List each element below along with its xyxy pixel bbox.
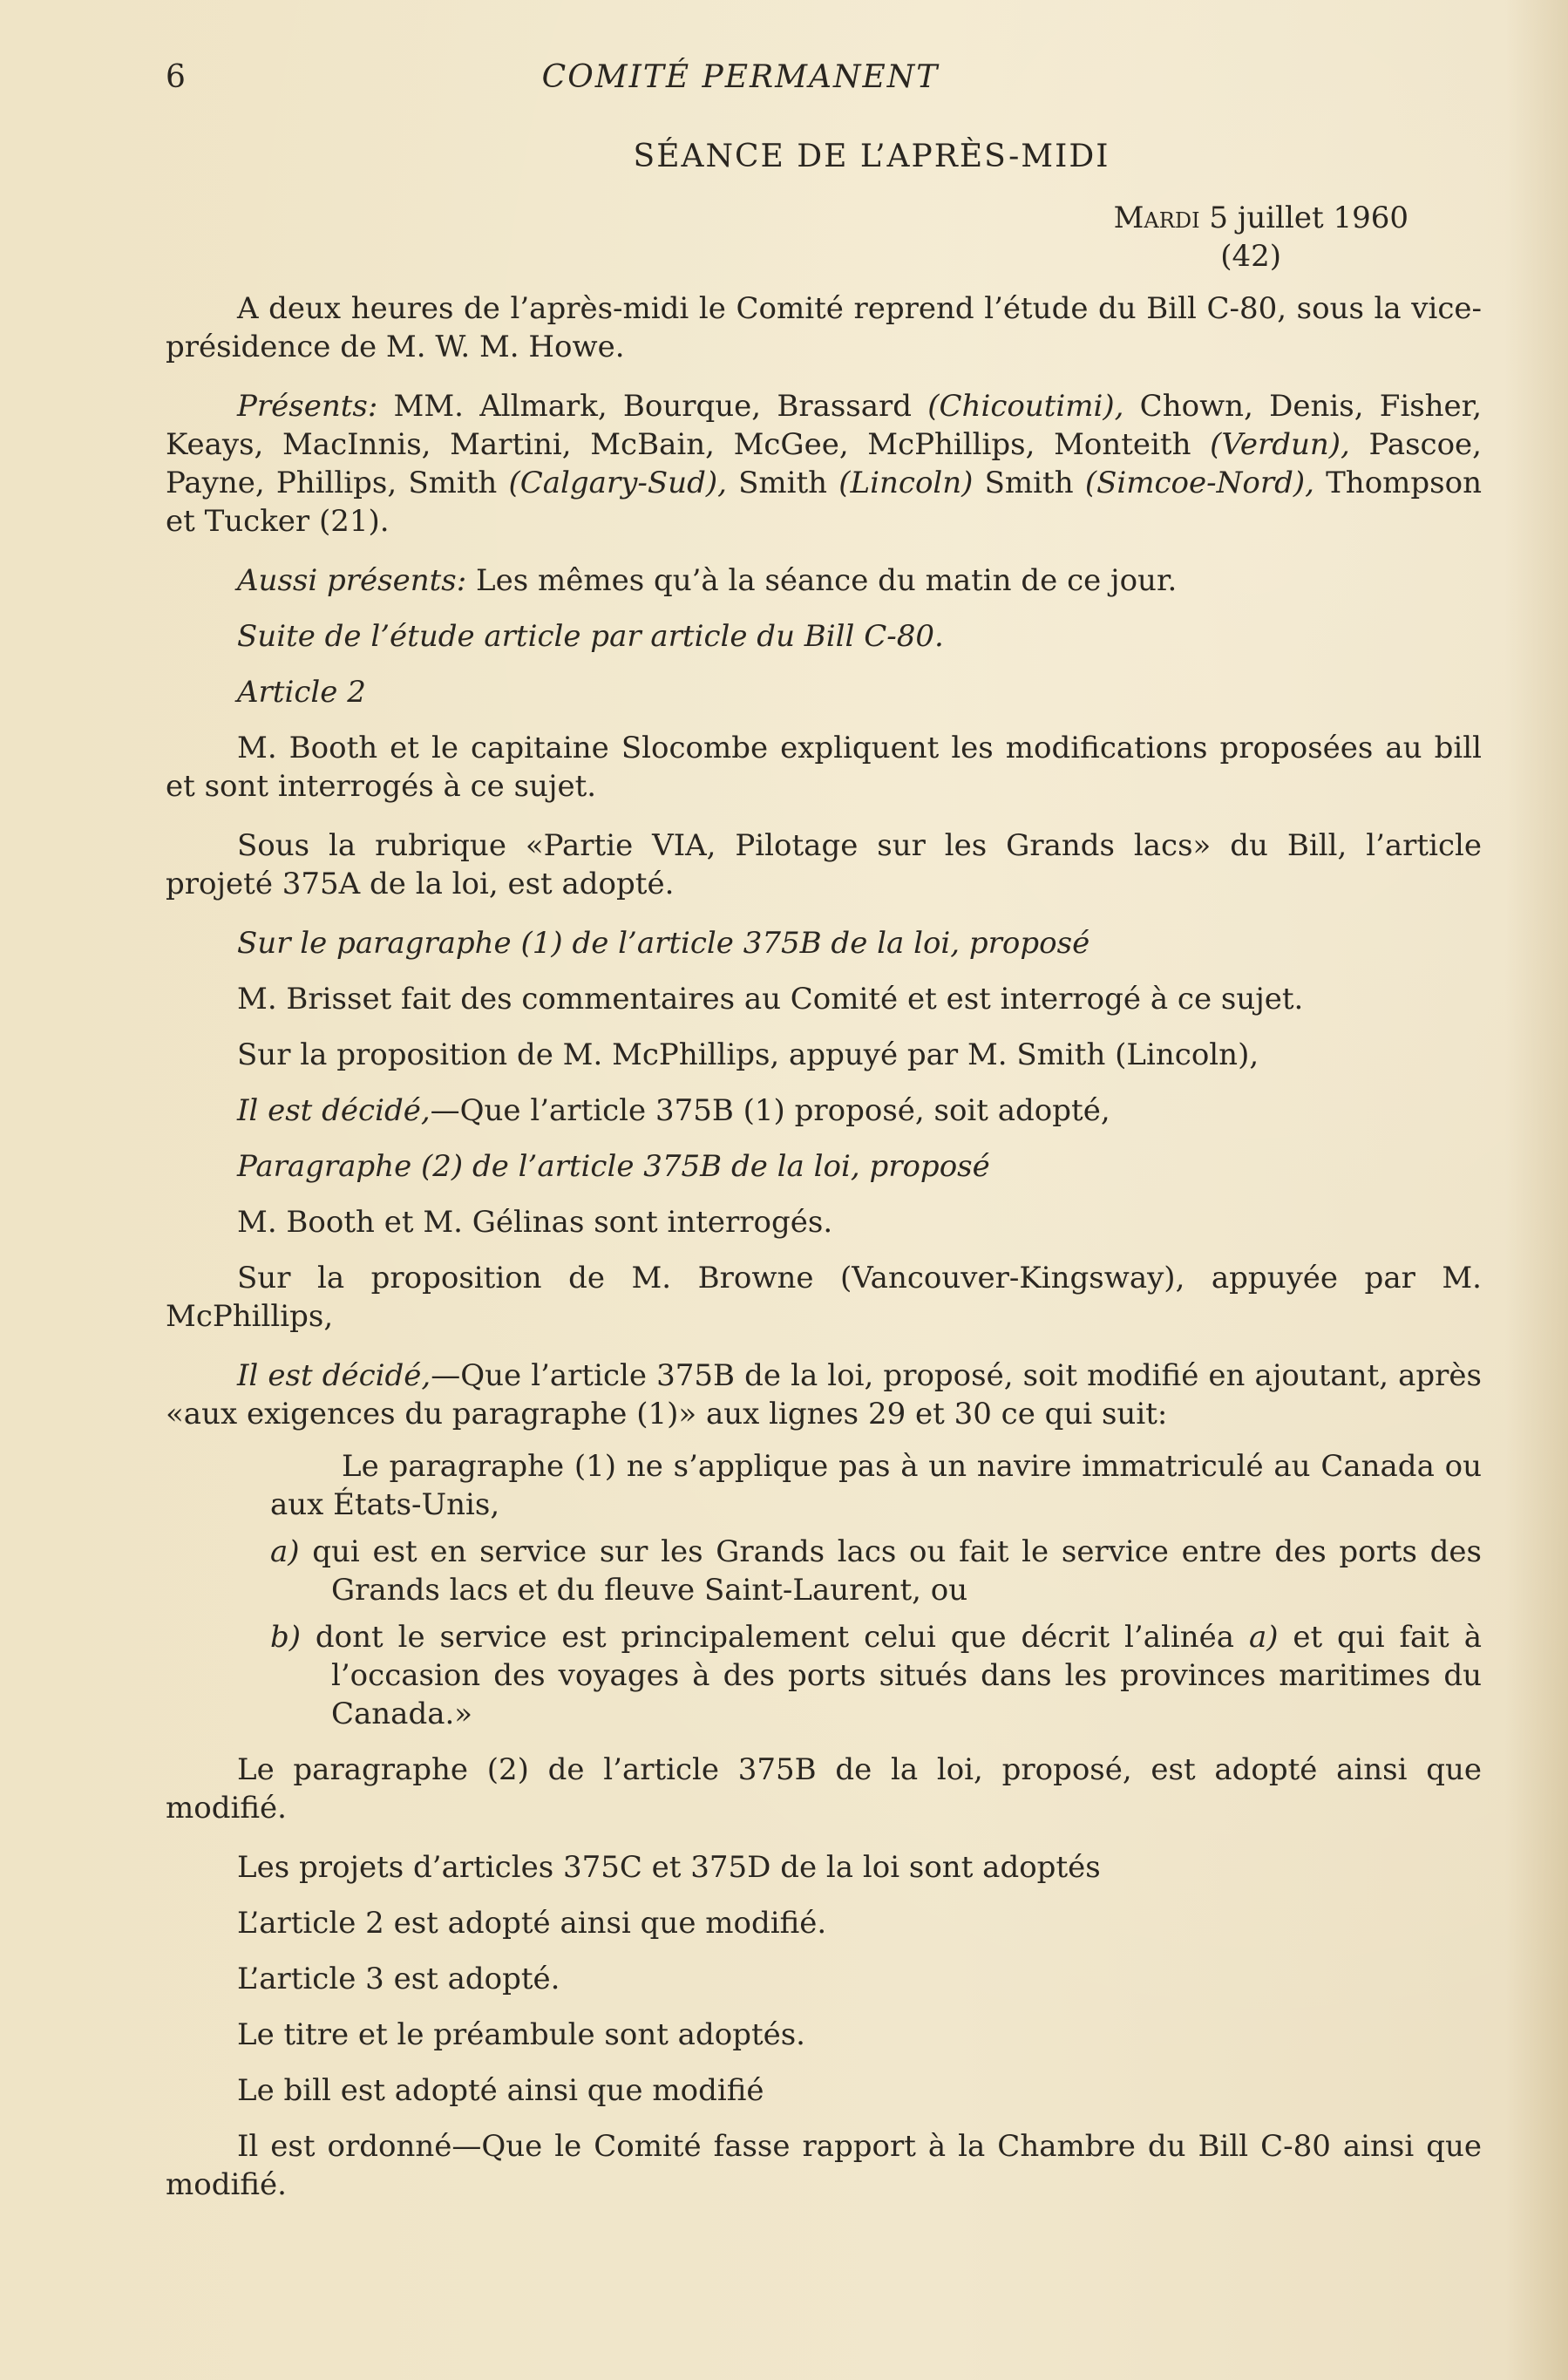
motion-2-paragraph: Sur la proposition de M. Browne (Vancouver-Kingsway), appuyée par M. McPhillips,	[166, 1261, 1482, 1334]
quote-item-b	[270, 1618, 1482, 1733]
running-title: COMITÉ PERMANENT	[541, 59, 940, 95]
booth-gelinas-paragraph: M. Booth et M. Gélinas sont interrogés.	[237, 1205, 833, 1240]
present-text: Thompson et Tucker (21).	[166, 466, 1482, 539]
present-text: Chown, Denis, Fisher, Keays, MacInnis, Martini, McBain, McGee, McPhillips, Monteith	[166, 389, 1483, 462]
section-title: SÉANCE DE L’APRÈS-MIDI	[633, 139, 1110, 174]
riding-note: (Verdun),	[1210, 427, 1350, 462]
bill-adopted: Le bill est adopté ainsi que modifié	[237, 2073, 764, 2108]
present-text: Smith	[726, 466, 839, 500]
item-text: et qui fait à l’occasion des voyages à des ports situés dans les provinces maritimes du Canada.»	[331, 1620, 1483, 1731]
booth-paragraph: M. Booth et le capitaine Slocombe expliquent les modifications proposées au bill et sont interrogés à ce sujet.	[166, 731, 1482, 804]
decision-1-paragraph	[166, 1091, 1482, 1130]
decision-text: —Que l’article 375B (1) proposé, soit adopté,	[430, 1093, 1110, 1128]
riding-note: (Chicoutimi),	[927, 389, 1124, 424]
item-text: dont le service est principalement celui que décrit l’alinéa	[301, 1620, 1249, 1655]
part-paragraph: Sous la rubrique «Partie VIA, Pilotage sur les Grands lacs» du Bill, l’article projeté 375A de la loi, est adopté.	[166, 828, 1482, 901]
riding-note: (Simcoe-Nord),	[1084, 466, 1314, 500]
also-present-label: Aussi présents:	[237, 563, 467, 598]
brisset-paragraph: M. Brisset fait des commentaires au Comité et est interrogé à ce sujet.	[237, 982, 1304, 1017]
article-2-adopted: L’article 2 est adopté ainsi que modifié.	[237, 1906, 827, 1941]
paragraph-2-adopted: Le paragraphe (2) de l’article 375B de la loi, proposé, est adopté ainsi que modifié.	[166, 1752, 1482, 1826]
also-present-text: Les mêmes qu’à la séance du matin de ce jour.	[466, 563, 1178, 598]
report-order: Il est ordonné—Que le Comité fasse rapport à la Chambre du Bill C-80 ainsi que modifié.	[166, 2129, 1482, 2202]
also-present-paragraph	[166, 561, 1482, 600]
present-paragraph	[166, 387, 1482, 541]
riding-note: (Lincoln)	[838, 466, 974, 500]
item-reference: a)	[1248, 1620, 1279, 1655]
present-label: Présents:	[237, 389, 378, 424]
quote-item-a	[270, 1533, 1482, 1609]
decision-label: Il est décidé,	[237, 1358, 431, 1393]
article-3-adopted: L’article 3 est adopté.	[237, 1962, 560, 1996]
projects-adopted: Les projets d’articles 375C et 375D de la loi sont adoptés	[237, 1850, 1101, 1885]
session-day: Mardi	[1113, 201, 1200, 235]
present-text: Pascoe, Payne, Phillips, Smith	[166, 427, 1482, 500]
article-heading: Article 2	[237, 675, 366, 710]
present-text: MM. Allmark, Bourque, Brassard	[377, 389, 928, 424]
paragraph-1-heading: Sur le paragraphe (1) de l’article 375B de la loi, proposé	[237, 926, 1090, 961]
title-adopted: Le titre et le préambule sont adoptés.	[237, 2017, 805, 2052]
paragraph-2-heading: Paragraphe (2) de l’article 375B de la loi, proposé	[237, 1149, 990, 1184]
quote-intro: Le paragraphe (1) ne s’applique pas à un navire immatriculé au Canada ou aux États-Unis,	[270, 1449, 1482, 1522]
decision-text: —Que l’article 375B de la loi, proposé, soit modifié en ajoutant, après «aux exigences du paragraphe (1)» aux lignes 29 et 30 ce qui suit:	[166, 1358, 1482, 1431]
meeting-number: (42)	[1220, 239, 1281, 274]
decision-2-paragraph	[166, 1357, 1482, 1433]
motion-1-paragraph: Sur la proposition de M. McPhillips, appuyé par M. Smith (Lincoln),	[237, 1037, 1259, 1072]
amendment-quote	[166, 1447, 1482, 1733]
session-date	[166, 199, 1482, 237]
page-header	[0, 52, 1568, 105]
item-label: b)	[270, 1620, 302, 1655]
present-text: Smith	[973, 466, 1085, 500]
item-label: a)	[270, 1534, 300, 1569]
riding-note: (Calgary-Sud),	[508, 466, 727, 500]
item-text: qui est en service sur les Grands lacs ou fait le service entre des ports des Grands lacs et du fleuve Saint-Laurent, ou	[299, 1534, 1482, 1608]
page-number: 6	[166, 59, 186, 95]
decision-label: Il est décidé,	[237, 1093, 431, 1128]
body-text	[166, 131, 1482, 2225]
opening-paragraph: A deux heures de l’après-midi le Comité reprend l’étude du Bill C-80, sous la vice-présidence de M. W. M. Howe.	[166, 291, 1482, 364]
study-heading: Suite de l’étude article par article du Bill C-80.	[237, 619, 944, 654]
session-date-value: 5 juillet 1960	[1209, 201, 1408, 235]
